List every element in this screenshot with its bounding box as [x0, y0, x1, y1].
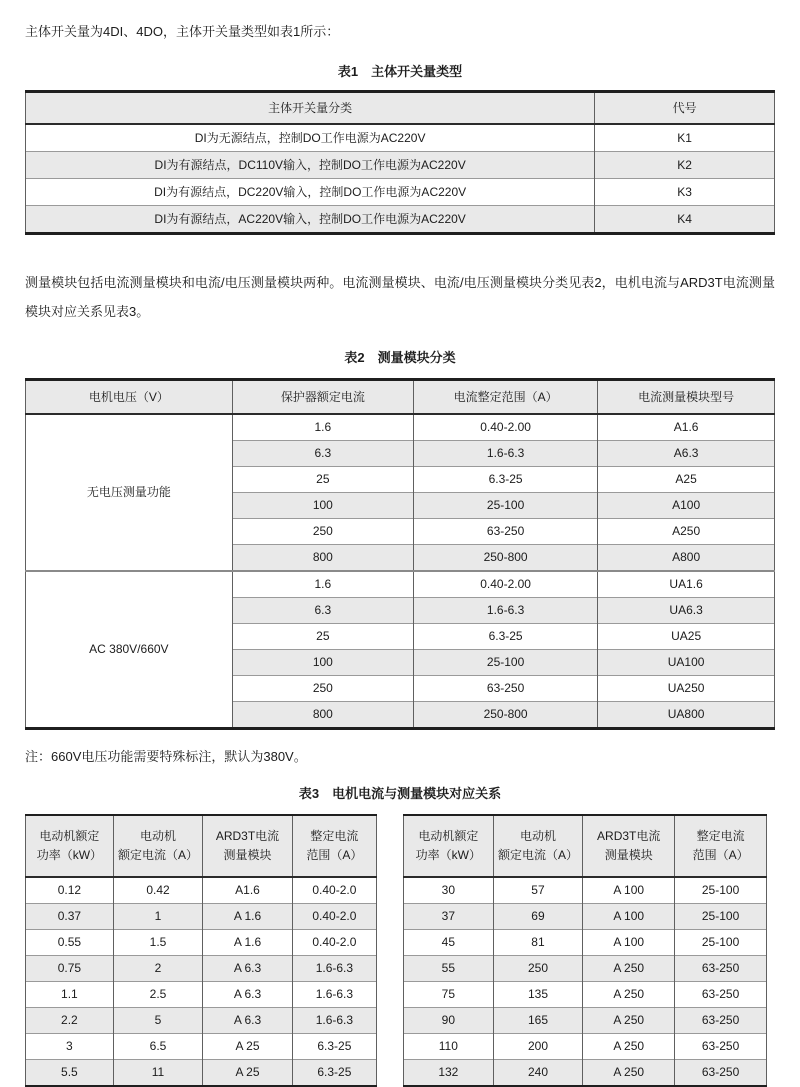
table-cell: 25-100 — [675, 904, 767, 930]
table-cell: 25 — [232, 624, 413, 650]
table-cell: 57 — [493, 877, 583, 904]
table-cell: 0.40-2.0 — [292, 877, 376, 904]
header-line: 电动机额定 — [39, 829, 100, 843]
header-line: 电动机额定 — [418, 829, 479, 843]
table-cell: 0.55 — [26, 930, 114, 956]
table-cell: 6.3 — [232, 441, 413, 467]
table-cell: 5.5 — [26, 1060, 114, 1087]
table1-switch-types — [25, 90, 775, 235]
module-description-paragraph: 测量模块包括电流测量模块和电流/电压测量模块两种。电流测量模块、电流/电压测量模块分类见表2，电机电流与ARD3T电流测量模块对应关系见表3。 — [25, 275, 775, 319]
table-cell: 0.40-2.00 — [413, 414, 597, 441]
table-cell: 800 — [232, 545, 413, 572]
table-row — [26, 1008, 377, 1034]
table-row — [26, 414, 775, 441]
header-line: 范围（A） — [306, 848, 363, 862]
table-cell: A 6.3 — [203, 1008, 293, 1034]
table-cell: 1.6-6.3 — [292, 1008, 376, 1034]
intro-paragraph: 主体开关量为4DI、4DO，主体开关量类型如表1所示： — [25, 24, 340, 39]
table-row — [26, 877, 377, 904]
table-cell: DI为有源结点，DC110V输入，控制DO工作电源为AC220V — [26, 152, 595, 179]
table-row — [404, 1060, 767, 1087]
header-line: 功率（kW） — [36, 848, 103, 862]
table-cell: 2.2 — [26, 1008, 114, 1034]
table1-header-classification: 主体开关量分类 — [26, 92, 595, 125]
table-cell: UA800 — [598, 702, 775, 729]
table2-title: 表2 测量模块分类 — [344, 350, 456, 365]
header-line: 测量模块 — [604, 848, 653, 862]
table-cell: 250-800 — [413, 702, 597, 729]
table-cell: 90 — [404, 1008, 494, 1034]
table3-title: 表3 电机电流与测量模块对应关系 — [298, 786, 502, 801]
header-line: 范围（A） — [692, 848, 749, 862]
table-cell: A 6.3 — [203, 982, 293, 1008]
table-cell: 250 — [493, 956, 583, 982]
table3-header-motor-current — [113, 815, 203, 877]
table2-header-rated-current: 保护器额定电流 — [232, 380, 413, 415]
table-cell: K4 — [595, 206, 775, 234]
table-row — [26, 571, 775, 598]
header-line: 电动机 — [519, 829, 556, 843]
table-row — [26, 1060, 377, 1087]
table-cell: 63-250 — [413, 519, 597, 545]
table-cell: 0.40-2.00 — [413, 571, 597, 598]
table-row — [404, 877, 767, 904]
table-cell: A25 — [598, 467, 775, 493]
table-cell: 63-250 — [675, 1034, 767, 1060]
table-cell: 0.40-2.0 — [292, 930, 376, 956]
table1-header-code: 代号 — [595, 92, 775, 125]
table-cell: 6.3 — [232, 598, 413, 624]
table-cell: UA100 — [598, 650, 775, 676]
header-line: 额定电流（A） — [497, 848, 578, 862]
table-row — [404, 904, 767, 930]
table-cell: 69 — [493, 904, 583, 930]
table-cell: 1.6-6.3 — [292, 982, 376, 1008]
table-cell: UA1.6 — [598, 571, 775, 598]
table-cell: 240 — [493, 1060, 583, 1087]
header-line: 额定电流（A） — [117, 848, 198, 862]
table2-header-setting-range: 电流整定范围（A） — [413, 380, 597, 415]
table3-header-setting-range — [675, 815, 767, 877]
table-row — [26, 904, 377, 930]
table-row — [26, 124, 775, 152]
table1-title: 表1 主体开关量类型 — [337, 64, 463, 79]
table3-header-motor-current — [493, 815, 583, 877]
header-line: 测量模块 — [223, 848, 272, 862]
table-cell: 1.1 — [26, 982, 114, 1008]
table-cell: 6.3-25 — [413, 467, 597, 493]
table-row — [26, 206, 775, 234]
table-cell: 75 — [404, 982, 494, 1008]
table-cell: 6.3-25 — [292, 1060, 376, 1087]
table-cell: 1.6 — [232, 414, 413, 441]
table-cell: K1 — [595, 124, 775, 152]
table-header-row — [26, 92, 775, 125]
table-cell: 1.6-6.3 — [413, 598, 597, 624]
table-row — [404, 1008, 767, 1034]
table-cell: 5 — [113, 1008, 203, 1034]
table-row — [404, 930, 767, 956]
table-cell: 6.3-25 — [413, 624, 597, 650]
table-cell: 1.6-6.3 — [413, 441, 597, 467]
table-cell: K2 — [595, 152, 775, 179]
table-cell: A 250 — [583, 982, 675, 1008]
table-cell: 63-250 — [413, 676, 597, 702]
header-line: 整定电流 — [696, 829, 745, 843]
table-cell: A 25 — [203, 1060, 293, 1087]
table-cell: 100 — [232, 650, 413, 676]
table-cell: 55 — [404, 956, 494, 982]
table-cell: A 250 — [583, 956, 675, 982]
table-cell: 1 — [113, 904, 203, 930]
table-cell: A250 — [598, 519, 775, 545]
table-cell: 250-800 — [413, 545, 597, 572]
table-cell: A 100 — [583, 930, 675, 956]
table-cell: 0.40-2.0 — [292, 904, 376, 930]
table-cell: 135 — [493, 982, 583, 1008]
table-cell: 0.37 — [26, 904, 114, 930]
table2-header-module-model: 电流测量模块型号 — [598, 380, 775, 415]
table3-container — [25, 814, 775, 1087]
table-cell: A1.6 — [203, 877, 293, 904]
table-cell: A 250 — [583, 1034, 675, 1060]
table3-right — [403, 814, 767, 1087]
merged-group-label: 无电压测量功能 — [26, 414, 233, 571]
table-cell: UA6.3 — [598, 598, 775, 624]
table-row — [26, 930, 377, 956]
table-row — [26, 179, 775, 206]
table-row — [26, 956, 377, 982]
table-row — [26, 982, 377, 1008]
table-cell: 200 — [493, 1034, 583, 1060]
table-cell: 250 — [232, 519, 413, 545]
table-cell: 1.5 — [113, 930, 203, 956]
table2-header-motor-voltage: 电机电压（V） — [26, 380, 233, 415]
table-cell: 0.12 — [26, 877, 114, 904]
table-cell: 1.6 — [232, 571, 413, 598]
table-cell: DI为无源结点，控制DO工作电源为AC220V — [26, 124, 595, 152]
header-line: 电动机 — [139, 829, 176, 843]
table-cell: 25-100 — [413, 493, 597, 519]
table-cell: DI为有源结点，DC220V输入，控制DO工作电源为AC220V — [26, 179, 595, 206]
table-row — [404, 1034, 767, 1060]
table3-header-setting-range — [292, 815, 376, 877]
table-cell: A1.6 — [598, 414, 775, 441]
table3-header-module — [583, 815, 675, 877]
table-cell: A100 — [598, 493, 775, 519]
table-cell: 100 — [232, 493, 413, 519]
header-line: 整定电流 — [310, 829, 359, 843]
header-line: ARD3T电流 — [597, 829, 661, 843]
table-cell: 800 — [232, 702, 413, 729]
table-cell: UA25 — [598, 624, 775, 650]
table-cell: A 1.6 — [203, 904, 293, 930]
table-cell: A 25 — [203, 1034, 293, 1060]
header-line: 功率（kW） — [415, 848, 481, 862]
table-cell: A 250 — [583, 1008, 675, 1034]
table-cell: 63-250 — [675, 982, 767, 1008]
table-header-row — [404, 815, 767, 877]
table-cell: A 250 — [583, 1060, 675, 1087]
table2-measure-module-classification — [25, 378, 775, 730]
table3-header-motor-power — [26, 815, 114, 877]
table-cell: 3 — [26, 1034, 114, 1060]
table-row — [26, 1034, 377, 1060]
table-cell: 63-250 — [675, 1008, 767, 1034]
table-cell: A 1.6 — [203, 930, 293, 956]
table-cell: A6.3 — [598, 441, 775, 467]
table-cell: 250 — [232, 676, 413, 702]
table-cell: 63-250 — [675, 1060, 767, 1087]
merged-group-label: AC 380V/660V — [26, 571, 233, 729]
table-header-row — [26, 380, 775, 415]
table-cell: A 6.3 — [203, 956, 293, 982]
table-cell: 81 — [493, 930, 583, 956]
table-row — [26, 152, 775, 179]
table-cell: 165 — [493, 1008, 583, 1034]
table-cell: 25-100 — [675, 930, 767, 956]
table-cell: 2.5 — [113, 982, 203, 1008]
table3-left — [25, 814, 377, 1087]
table-cell: 63-250 — [675, 956, 767, 982]
table-cell: 25 — [232, 467, 413, 493]
table-cell: 6.3-25 — [292, 1034, 376, 1060]
note-text: 注：660V电压功能需要特殊标注，默认为380V。 — [25, 749, 307, 764]
table-cell: DI为有源结点，AC220V输入，控制DO工作电源为AC220V — [26, 206, 595, 234]
table-cell: A800 — [598, 545, 775, 572]
table-cell: 1.6-6.3 — [292, 956, 376, 982]
table-cell: K3 — [595, 179, 775, 206]
table-cell: 30 — [404, 877, 494, 904]
table-cell: 25-100 — [675, 877, 767, 904]
table-row — [404, 982, 767, 1008]
table-header-row — [26, 815, 377, 877]
table-cell: 0.42 — [113, 877, 203, 904]
table-row — [404, 956, 767, 982]
table-cell: UA250 — [598, 676, 775, 702]
table-cell: 2 — [113, 956, 203, 982]
table-cell: 37 — [404, 904, 494, 930]
table-cell: 0.75 — [26, 956, 114, 982]
table-cell: 11 — [113, 1060, 203, 1087]
header-line: ARD3T电流 — [215, 829, 280, 843]
table-cell: A 100 — [583, 877, 675, 904]
table-cell: 25-100 — [413, 650, 597, 676]
table-cell: 132 — [404, 1060, 494, 1087]
table-cell: 6.5 — [113, 1034, 203, 1060]
table-cell: 45 — [404, 930, 494, 956]
table3-header-motor-power — [404, 815, 494, 877]
table-cell: 110 — [404, 1034, 494, 1060]
table3-header-module — [203, 815, 293, 877]
table-cell: A 100 — [583, 904, 675, 930]
